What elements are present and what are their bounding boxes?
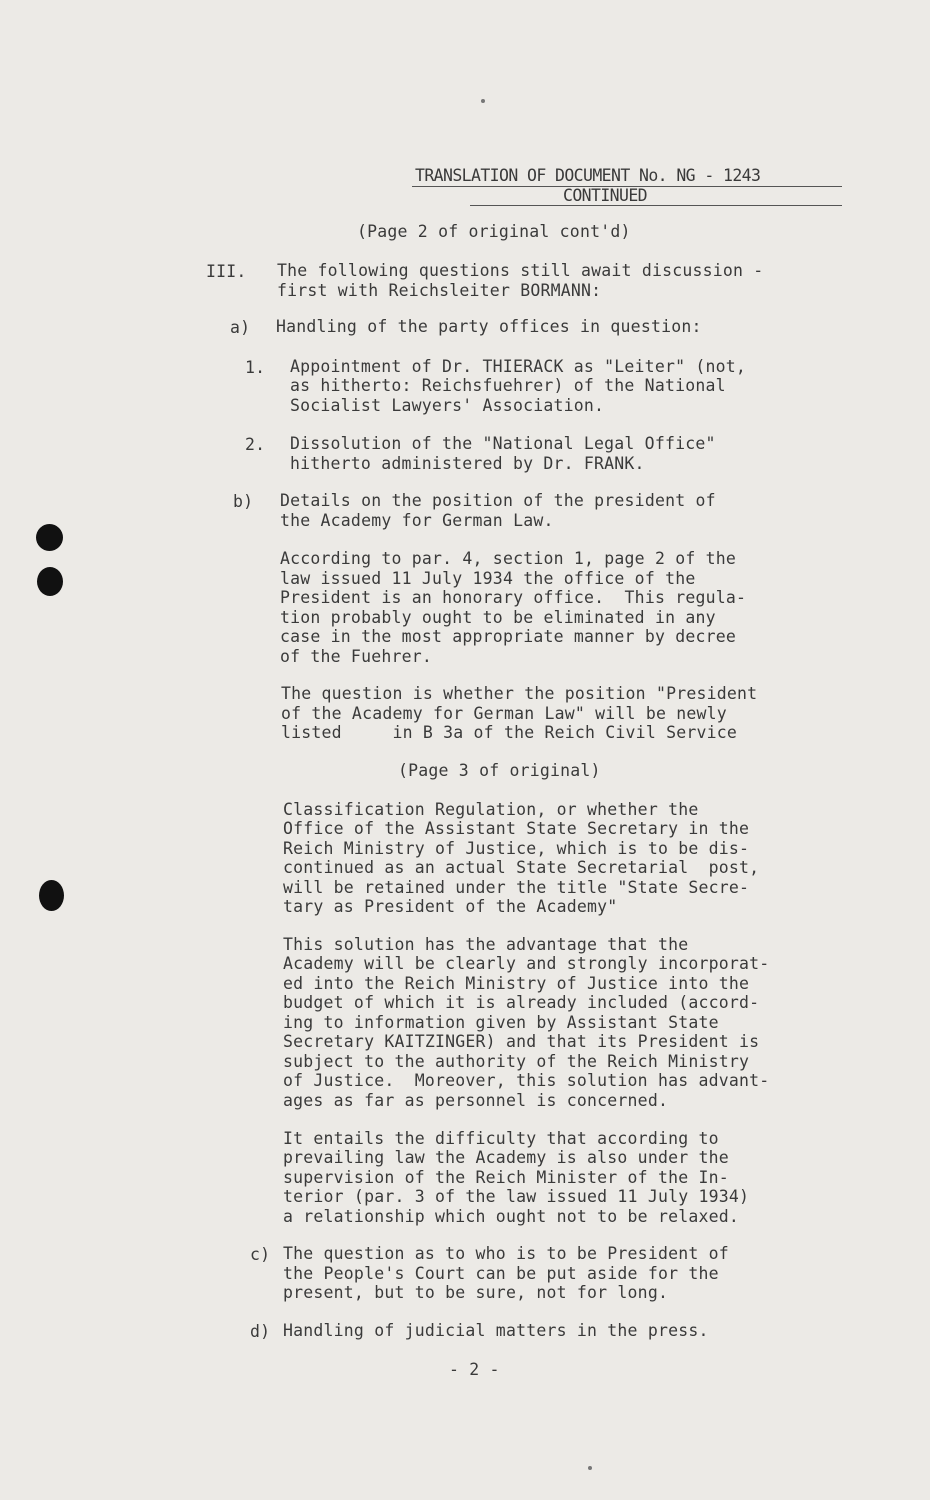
item-a-1-num: 1.: [245, 358, 266, 377]
section-iii-numeral: III.: [206, 262, 247, 281]
speck-bottom: [588, 1466, 592, 1470]
punch-hole-1: [36, 524, 63, 551]
section-iii-line-2: first with Reichsleiter BORMANN:: [277, 281, 602, 300]
item-c-line-3: present, but to be sure, not for long.: [283, 1283, 669, 1302]
item-c-line-1: The question as to who is to be President of: [283, 1244, 729, 1263]
para2-line-2: of the Academy for German Law" will be newly: [281, 704, 727, 723]
para3-line-5: will be retained under the title "State Secre-: [283, 878, 750, 897]
item-d-label: d): [250, 1322, 271, 1341]
para3-line-3: Reich Ministry of Justice, which is to be dis-: [283, 839, 750, 858]
page-number: - 2 -: [449, 1360, 500, 1379]
item-d-text: Handling of judicial matters in the press.: [283, 1321, 709, 1340]
para5-line-3: supervision of the Reich Minister of the In-: [283, 1168, 729, 1187]
para4-line-9: ages as far as personnel is concerned.: [283, 1091, 669, 1110]
para4-line-8: of Justice. Moreover, this solution has advant-: [283, 1071, 770, 1090]
item-a-label: a): [230, 318, 251, 337]
document-title: TRANSLATION OF DOCUMENT No. NG - 1243: [415, 166, 761, 185]
page-note-2: (Page 3 of original): [398, 761, 601, 780]
para5-line-1: It entails the difficulty that according to: [283, 1129, 719, 1148]
para4-line-3: ed into the Reich Ministry of Justice into the: [283, 974, 750, 993]
para1-line-5: case in the most appropriate manner by decree: [280, 627, 737, 646]
para5-line-2: prevailing law the Academy is also under the: [283, 1148, 729, 1167]
section-iii-line-1: The following questions still await discussion -: [277, 261, 764, 280]
para4-line-2: Academy will be clearly and strongly incorporat-: [283, 954, 770, 973]
item-a-2-line-2: hitherto administered by Dr. FRANK.: [290, 454, 645, 473]
para4-line-6: Secretary KAITZINGER) and that its President is: [283, 1032, 760, 1051]
item-a-1-line-2: as hitherto: Reichsfuehrer) of the National: [290, 376, 726, 395]
punch-hole-3: [39, 880, 64, 911]
item-a-2-line-1: Dissolution of the "National Legal Office": [290, 434, 716, 453]
para4-line-7: subject to the authority of the Reich Ministry: [283, 1052, 750, 1071]
item-b-line-1: Details on the position of the president of: [280, 491, 716, 510]
item-a-2-num: 2.: [245, 435, 266, 454]
para3-line-6: tary as President of the Academy": [283, 897, 618, 916]
para5-line-4: terior (par. 3 of the law issued 11 July 1934): [283, 1187, 750, 1206]
item-b-label: b): [233, 492, 254, 511]
para4-line-4: budget of which it is already included (accord-: [283, 993, 760, 1012]
item-a-1-line-1: Appointment of Dr. THIERACK as "Leiter" (not,: [290, 357, 747, 376]
para5-line-5: a relationship which ought not to be relaxed.: [283, 1207, 740, 1226]
subtitle-underline: [470, 205, 842, 206]
para3-line-4: continued as an actual State Secretarial post,: [283, 858, 760, 877]
para3-line-2: Office of the Assistant State Secretary in the: [283, 819, 750, 838]
para4-line-1: This solution has the advantage that the: [283, 935, 689, 954]
item-c-label: c): [250, 1245, 271, 1264]
para1-line-3: President is an honorary office. This regula-: [280, 588, 747, 607]
item-c-line-2: the People's Court can be put aside for the: [283, 1264, 719, 1283]
item-b-line-2: the Academy for German Law.: [280, 511, 554, 530]
item-a-text: Handling of the party offices in question:: [276, 317, 702, 336]
para1-line-1: According to par. 4, section 1, page 2 of the: [280, 549, 737, 568]
para4-line-5: ing to information given by Assistant State: [283, 1013, 719, 1032]
para1-line-6: of the Fuehrer.: [280, 647, 433, 666]
punch-hole-2: [37, 567, 63, 596]
para2-line-1: The question is whether the position "President: [281, 684, 758, 703]
document-subtitle: CONTINUED: [563, 186, 648, 205]
speck-top: [481, 99, 485, 103]
para1-line-4: tion probably ought to be eliminated in any: [280, 608, 716, 627]
para3-line-1: Classification Regulation, or whether the: [283, 800, 699, 819]
page-note-1: (Page 2 of original cont'd): [357, 222, 631, 241]
item-a-1-line-3: Socialist Lawyers' Association.: [290, 396, 605, 415]
para1-line-2: law issued 11 July 1934 the office of the: [280, 569, 696, 588]
para2-line-3: listed in B 3a of the Reich Civil Service: [281, 723, 738, 742]
